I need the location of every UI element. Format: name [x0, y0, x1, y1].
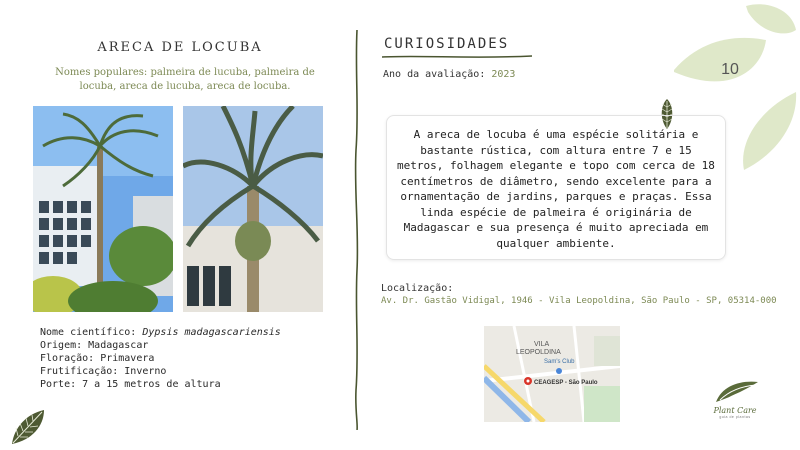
curiosities-title: CURIOSIDADES	[384, 36, 510, 52]
map-district-2: LEOPOLDINA	[516, 349, 561, 356]
location-label: Localização:	[381, 283, 454, 294]
location-address[interactable]: Av. Dr. Gastão Vidigal, 1946 - Vila Leopoldina, São Paulo - SP, 05314-000	[381, 296, 777, 306]
scientific-name-label: Nome científico:	[40, 327, 143, 338]
origin: Origem: Madagascar	[40, 340, 149, 351]
map-poi-icon	[556, 368, 562, 374]
plant-title: ARECA DE LOCUBA	[97, 40, 263, 55]
small-leaf-icon	[8, 406, 48, 446]
size: Porte: 7 a 15 metros de altura	[40, 379, 221, 390]
map-poi: Sam's Club	[544, 359, 575, 365]
map-pin-label: CEAGESP - São Paulo	[534, 380, 598, 386]
leaf-top	[746, 4, 796, 33]
page-number: 10	[721, 61, 739, 78]
plant-facts	[40, 326, 281, 391]
palm-photo-left	[33, 106, 173, 312]
curiosities-card: A areca de locuba é uma espécie solitária e bastante rústica, com altura entre 7 e 15 metros, folhagem elegante e topo com cerca de 18 centímetros de diâmetro, sendo excelente para a ornamentação de jardins, parques e praças. Essa linda espécie de palmeira é originária de Madagascar e sua presença é muito apreciada em qualquer ambiente.	[386, 115, 726, 260]
curiosities-underline	[382, 54, 532, 60]
year-label: Ano da avaliação:	[383, 69, 492, 80]
fruiting: Frutificação: Inverno	[40, 366, 167, 377]
popular-names	[40, 66, 330, 94]
brand-tagline: guia de plantas	[719, 415, 751, 419]
brand-name: Plant Care	[713, 406, 757, 415]
brand-leaf-icon	[704, 378, 766, 404]
vertical-divider	[350, 30, 364, 430]
palm-photo-right	[183, 106, 323, 312]
year-value: 2023	[491, 69, 516, 80]
location-map[interactable]	[484, 326, 620, 422]
map-district-1: VILA	[534, 341, 550, 348]
popular-names-line-1: Nomes populares: palmeira de lucuba, palmeira de	[55, 67, 315, 78]
flowering: Floração: Primavera	[40, 353, 155, 364]
leaf-bottom	[743, 92, 796, 170]
popular-names-line-2: locuba, areca de lucuba, areca de locuba.	[79, 81, 291, 92]
scientific-name	[40, 326, 281, 339]
evaluation-year	[383, 69, 515, 80]
scientific-name-value: Dypsis madagascariensis	[142, 327, 281, 338]
brand-logo	[704, 378, 766, 419]
